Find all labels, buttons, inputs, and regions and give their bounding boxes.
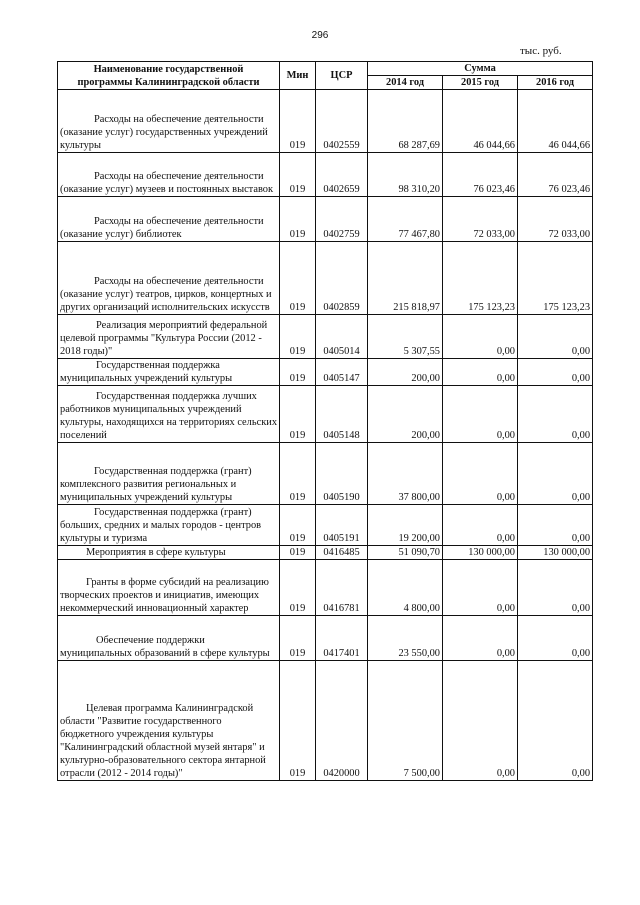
table-row <box>58 90 593 153</box>
row-name: Реализация мероприятий федеральной целевой программы "Культура России (2012 - 2018 годы)" <box>58 315 280 359</box>
table-row <box>58 242 593 315</box>
table-row <box>58 359 593 386</box>
row-value-2016: 76 023,46 <box>518 153 593 197</box>
row-value-2014: 98 310,20 <box>368 153 443 197</box>
header-name <box>58 62 280 90</box>
row-min: 019 <box>280 505 316 546</box>
table-row <box>58 153 593 197</box>
row-value-2016: 46 044,66 <box>518 90 593 153</box>
row-value-2016: 0,00 <box>518 386 593 443</box>
header-sum: Сумма <box>368 62 593 76</box>
row-value-2014: 19 200,00 <box>368 505 443 546</box>
row-csr: 0405148 <box>316 386 368 443</box>
row-value-2016: 0,00 <box>518 359 593 386</box>
header-year-2014: 2014 год <box>368 76 443 90</box>
header-name-line1: Наименование государственной <box>93 63 244 75</box>
row-value-2016: 0,00 <box>518 616 593 661</box>
row-value-2016: 0,00 <box>518 443 593 505</box>
table-row <box>58 661 593 781</box>
row-min: 019 <box>280 560 316 616</box>
row-min: 019 <box>280 197 316 242</box>
row-value-2014: 68 287,69 <box>368 90 443 153</box>
table-row <box>58 546 593 560</box>
row-min: 019 <box>280 315 316 359</box>
row-value-2014: 23 550,00 <box>368 616 443 661</box>
row-value-2015: 0,00 <box>443 315 518 359</box>
row-csr: 0402859 <box>316 242 368 315</box>
row-value-2015: 0,00 <box>443 616 518 661</box>
row-value-2014: 5 307,55 <box>368 315 443 359</box>
row-value-2015: 0,00 <box>443 359 518 386</box>
row-value-2015: 46 044,66 <box>443 90 518 153</box>
row-value-2014: 200,00 <box>368 386 443 443</box>
row-csr: 0405014 <box>316 315 368 359</box>
table-row <box>58 197 593 242</box>
row-name: Государственная поддержка (грант) комплексного развития региональных и муниципальных учреждений культуры <box>58 443 280 505</box>
row-csr: 0416485 <box>316 546 368 560</box>
row-name: Государственная поддержка муниципальных учреждений культуры <box>58 359 280 386</box>
row-min: 019 <box>280 386 316 443</box>
row-value-2015: 0,00 <box>443 386 518 443</box>
row-csr: 0405191 <box>316 505 368 546</box>
table-row <box>58 386 593 443</box>
row-value-2014: 37 800,00 <box>368 443 443 505</box>
row-value-2015: 0,00 <box>443 661 518 781</box>
row-value-2014: 77 467,80 <box>368 197 443 242</box>
row-min: 019 <box>280 616 316 661</box>
row-name: Государственная поддержка лучших работников муниципальных учреждений культуры, находящихся на территориях сельских поселений <box>58 386 280 443</box>
row-value-2014: 215 818,97 <box>368 242 443 315</box>
row-value-2015: 0,00 <box>443 560 518 616</box>
row-value-2016: 0,00 <box>518 315 593 359</box>
row-name: Государственная поддержка (грант) больших, средних и малых городов - центров культуры и туризма <box>58 505 280 546</box>
row-name: Обеспечение поддержки муниципальных образований в сфере культуры <box>58 616 280 661</box>
row-value-2015: 0,00 <box>443 443 518 505</box>
budget-table <box>57 61 593 781</box>
row-value-2016: 0,00 <box>518 661 593 781</box>
row-min: 019 <box>280 661 316 781</box>
row-name: Расходы на обеспечение деятельности (оказание услуг) государственных учреждений культуры <box>58 90 280 153</box>
table-row <box>58 315 593 359</box>
row-value-2016: 0,00 <box>518 560 593 616</box>
units-label: тыс. руб. <box>520 45 562 57</box>
row-value-2015: 72 033,00 <box>443 197 518 242</box>
row-name: Целевая программа Калининградской области "Развитие государственного бюджетного учреждения культуры "Калининградский областной музей янтаря" и культурно-образовательного сектора янтарной отрасли (2012 - 2014 годы)" <box>58 661 280 781</box>
row-value-2016: 175 123,23 <box>518 242 593 315</box>
header-min: Мин <box>280 62 316 90</box>
row-value-2014: 7 500,00 <box>368 661 443 781</box>
row-value-2014: 200,00 <box>368 359 443 386</box>
row-value-2016: 0,00 <box>518 505 593 546</box>
row-name: Расходы на обеспечение деятельности (оказание услуг) театров, цирков, концертных и других организаций исполнительских искусств <box>58 242 280 315</box>
row-min: 019 <box>280 153 316 197</box>
row-csr: 0416781 <box>316 560 368 616</box>
row-csr: 0402659 <box>316 153 368 197</box>
row-csr: 0402559 <box>316 90 368 153</box>
header-year-2015: 2015 год <box>443 76 518 90</box>
table-row <box>58 616 593 661</box>
row-value-2015: 0,00 <box>443 505 518 546</box>
row-name: Расходы на обеспечение деятельности (оказание услуг) музеев и постоянных выставок <box>58 153 280 197</box>
table-row <box>58 505 593 546</box>
header-name-line2: программы Калининградской области <box>77 76 260 88</box>
page-number: 296 <box>311 30 329 41</box>
table-row <box>58 560 593 616</box>
row-csr: 0420000 <box>316 661 368 781</box>
header-year-2016: 2016 год <box>518 76 593 90</box>
row-csr: 0405147 <box>316 359 368 386</box>
header-csr: ЦСР <box>316 62 368 90</box>
row-value-2015: 130 000,00 <box>443 546 518 560</box>
row-value-2016: 130 000,00 <box>518 546 593 560</box>
row-value-2015: 175 123,23 <box>443 242 518 315</box>
row-value-2015: 76 023,46 <box>443 153 518 197</box>
row-csr: 0405190 <box>316 443 368 505</box>
row-value-2014: 51 090,70 <box>368 546 443 560</box>
row-value-2016: 72 033,00 <box>518 197 593 242</box>
row-value-2014: 4 800,00 <box>368 560 443 616</box>
row-min: 019 <box>280 359 316 386</box>
row-min: 019 <box>280 443 316 505</box>
row-name: Гранты в форме субсидий на реализацию творческих проектов и инициатив, имеющих некоммерческий инновационный характер <box>58 560 280 616</box>
row-csr: 0417401 <box>316 616 368 661</box>
table-row <box>58 443 593 505</box>
row-min: 019 <box>280 242 316 315</box>
row-name: Расходы на обеспечение деятельности (оказание услуг) библиотек <box>58 197 280 242</box>
row-min: 019 <box>280 546 316 560</box>
row-name: Мероприятия в сфере культуры <box>58 546 280 560</box>
row-min: 019 <box>280 90 316 153</box>
row-csr: 0402759 <box>316 197 368 242</box>
